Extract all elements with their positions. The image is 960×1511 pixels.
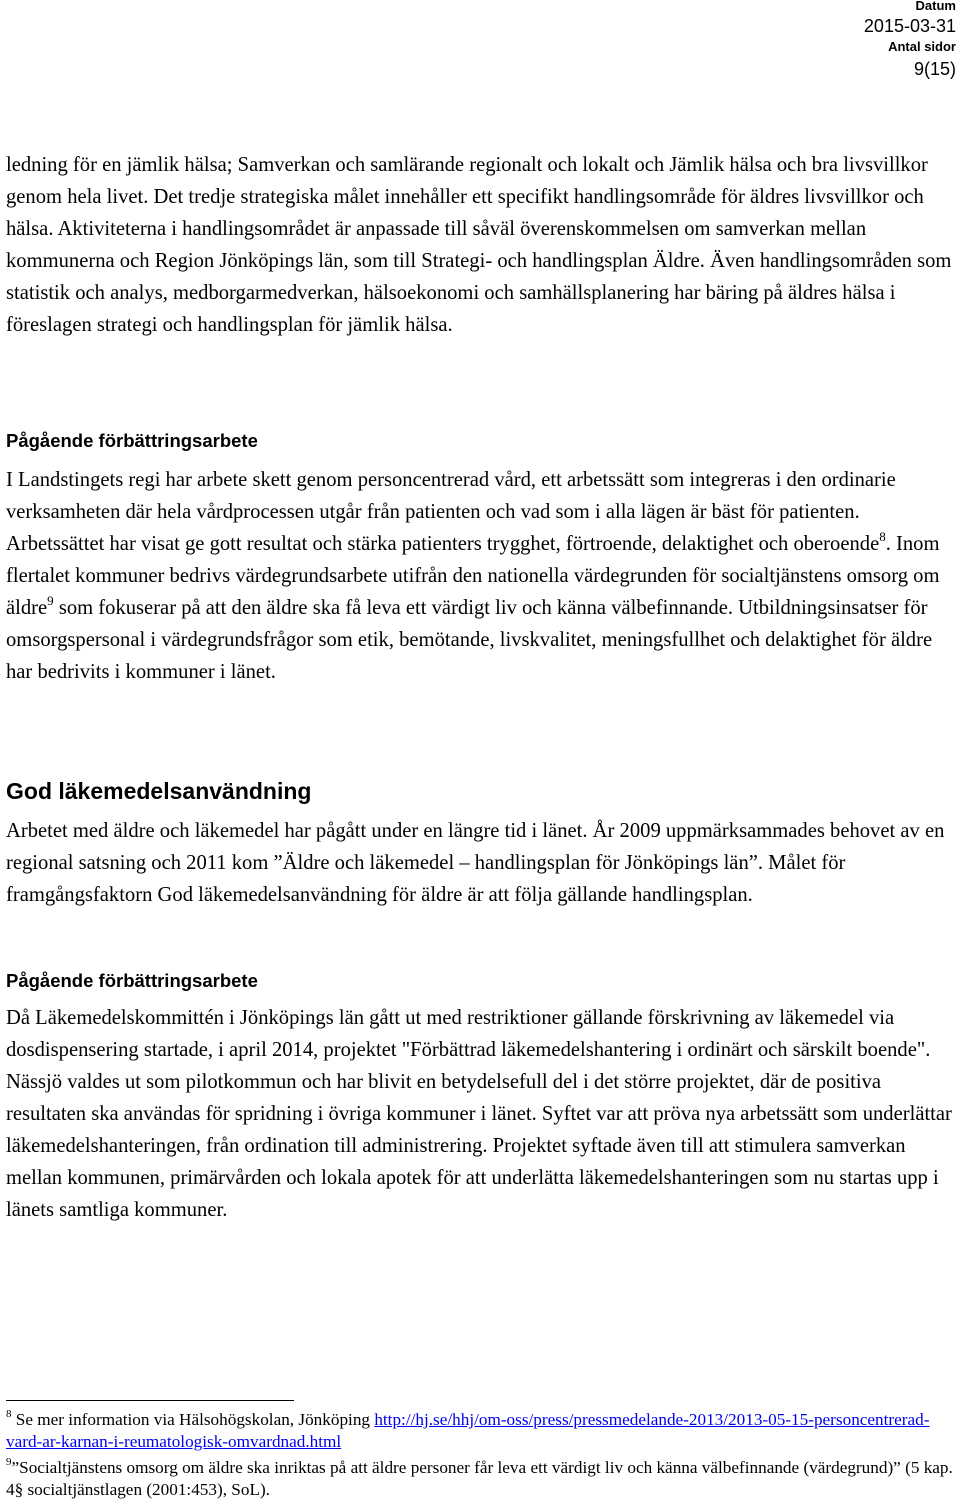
medication-paragraph <box>6 815 956 911</box>
medication-paragraph-text: Arbetet med äldre och läkemedel har pågått under en längre tid i länet. År 2009 uppmärksammades behovet av en regional satsning och 2011 kom ”Äldre och läkemedel – handlingsplan för Jönköpings län”. Målet för framgångsfaktorn God läkemedelsanvändning för äldre är att följa gällande handlingsplan. <box>6 820 945 906</box>
footnote-ref-9[interactable]: 9 <box>47 593 54 608</box>
footnote-text: ”Socialtjänstens omsorg om äldre ska inriktas på att äldre personer får leva ett värdigt liv och känna välbefinnande (värdegrund)” (5 kap. 4§ socialtjänstlagen (2001:453), SoL). <box>6 1458 953 1499</box>
intro-paragraph <box>6 149 956 341</box>
paragraph-text: I Landstingets regi har arbete skett genom personcentrerad vård, ett arbetssätt som integreras i den ordinarie verksamheten där hela vårdprocessen utgår från patienten och vad som i alla lägen är bäst för patienten. Arbetssättet har visat ge gott resultat och stärka patienters trygghet, förtroende, delaktighet och oberoende <box>6 469 896 555</box>
person-centred-care-paragraph <box>6 464 956 688</box>
footnote-8 <box>6 1409 956 1453</box>
footnotes <box>6 1400 956 1505</box>
medication-project-paragraph-text: Då Läkemedelskommittén i Jönköpings län gått ut med restriktioner gällande förskrivning av läkemedel via dosdispensering startade, i april 2014, projektet "Förbättrad läkemedelshantering i ordinärt och särskilt boende". Nässjö valdes ut som pilotkommun och har blivit en betydelsefull del i det större projektet, där de positiva resultaten ska användas för spridning i övriga kommuner i länet. Syftet var att pröva nya arbetssätt som underlättar läkemedelshanteringen, från ordination till administrering. Projektet syftade även till att stimulera samverkan mellan kommunen, primärvården och lokala apotek för att underlätta läkemedelshanteringen som nu startas upp i länets samtliga kommuner. <box>6 1007 952 1221</box>
footnote-link[interactable]: http://hj.se/hhj/om-oss/press/pressmedelande-2013/2013-05-15-personcentrerad-vard-ar-karnan-i-reumatologisk-omvardnad.html <box>6 1410 930 1451</box>
footnote-ref-8[interactable]: 8 <box>879 529 886 544</box>
page-count-label: Antal sidor <box>888 39 956 54</box>
ongoing-work-heading: Pågående förbättringsarbete <box>6 430 258 451</box>
footnote-number: 8 <box>6 1408 12 1420</box>
paragraph-text: . Inom flertalet kommuner bedrivs värdegrundsarbete utifrån den nationella värdegrunden för socialtjänstens omsorg om äldre <box>6 533 940 619</box>
date-value: 2015-03-31 <box>863 16 956 36</box>
footnote-divider <box>6 1400 294 1401</box>
medication-project-paragraph <box>6 1002 956 1226</box>
footnote-text: Se mer information via Hälsohögskolan, Jönköping <box>11 1410 375 1429</box>
section-heading-medication: God läkemedelsanvändning <box>6 778 312 804</box>
page-header <box>706 0 956 90</box>
date-label: Datum <box>915 0 956 13</box>
page-count-value: 9(15) <box>913 59 956 79</box>
paragraph-text: som fokuserar på att den äldre ska få leva ett värdigt liv och känna välbefinnande. Utbildningsinsatser för omsorgspersonal i värdegrundsfrågor som etik, bemötande, livskvalitet, meningsfullhet och delaktighet för äldre har bedrivits i kommuner i länet. <box>6 597 933 683</box>
ongoing-work-heading-2: Pågående förbättringsarbete <box>6 970 258 991</box>
intro-paragraph-text: ledning för en jämlik hälsa; Samverkan och samlärande regionalt och lokalt och Jämlik hälsa och bra livsvillkor genom hela livet. Det tredje strategiska målet innehåller ett specifikt handlingsområde för äldres livsvillkor och hälsa. Aktiviteterna i handlingsområdet är anpassade till såväl överenskommelsen om samverkan mellan kommunerna och Region Jönköpings län, som till Strategi- och handlingsplan Äldre. Även handlingsområden som statistik och analys, medborgarmedverkan, hälsoekonomi och samhällsplanering har bäring på äldres hälsa i föreslagen strategi och handlingsplan för jämlik hälsa. <box>6 154 952 336</box>
footnote-number: 9 <box>6 1456 12 1468</box>
footnote-9 <box>6 1457 956 1501</box>
